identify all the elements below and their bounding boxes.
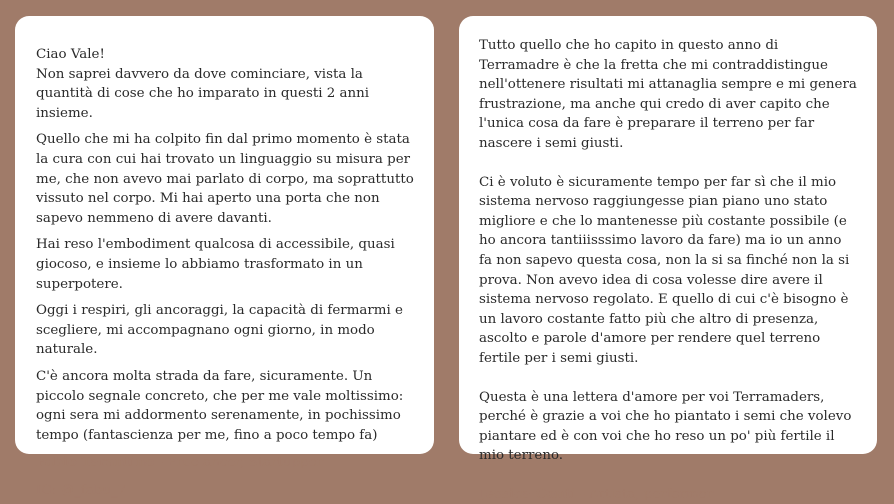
testimonial-paragraph: Quello che mi ha colpito fin dal primo momento è stata la cura con cui hai trovato un linguaggio su misura per me, che non avevo mai parlato di corpo, ma soprattutto vissuto nel corpo. Mi hai aperto una porta che non sapevo nemmeno di avere davanti.	[36, 132, 414, 226]
author-role: - Freelancer, Startupper	[154, 455, 324, 471]
testimonial-paragraph: C'è ancora molta strada da fare, sicuramente. Un piccolo segnale concreto, che per me vale moltissimo: ogni sera mi addormento serenamente, in pochissimo tempo (fantascienza per me, fino a poco tempo fa)	[36, 368, 404, 443]
testimonial-author	[36, 453, 414, 473]
author-name: Jessica Conti	[479, 485, 577, 502]
testimonial-author	[479, 485, 857, 504]
testimonial-paragraph: Ci è voluto è sicuramente tempo per far sì che il mio sistema nervoso raggiungesse pian piano uno stato migliore e che lo mantenesse più costante possibile (e ho ancora tantiiisssimo lavoro da fare) ma io un anno fa non sapevo questa cosa, non la si sa finché non la si prova. Non avevo idea di cosa volesse dire avere il sistema nervoso regolato. E quello di cui c'è bisogno è un lavoro costante fatto più che altro di presenza, ascolto e parole d'amore per rendere quel terreno fertile per i semi giusti.	[479, 174, 850, 366]
testimonial-paragraph: Tutto quello che ho capito in questo anno di Terramadre è che la fretta che mi contraddistingue nell'ottenere risultati mi attanaglia sempre e mi genera frustrazione, ma anche qui credo di aver capito che l'unica cosa da fare è preparare il terreno per far nascere i semi giusti.	[479, 38, 857, 151]
author-social-handle: IG: @_fabu_7	[36, 482, 127, 498]
testimonial-paragraph: Hai reso l'embodiment qualcosa di accessibile, quasi giocoso, e insieme lo abbiamo trasformato in un superpotere.	[36, 237, 395, 292]
testimonial-paragraph: Questa è una lettera d'amore per voi Terramaders, perché è grazie a voi che ho piantato i semi che volevo piantare ed è con voi che ho reso un po' più fertile il mio terreno.	[479, 389, 852, 464]
testimonial-card-jessica	[459, 16, 877, 502]
testimonial-greeting: Ciao Vale!	[36, 47, 105, 62]
author-role: - Artista, performer	[576, 486, 713, 502]
testimonial-paragraph: Non saprei davvero da dove cominciare, vista la quantità di cose che ho imparato in questi 2 anni insieme.	[36, 66, 370, 121]
testimonial-paragraph: Oggi i respiri, gli ancoraggi, la capacità di fermarmi e scegliere, mi accompagnano ogni giorno, in modo naturale.	[36, 303, 403, 358]
author-name: Fabio Tarantino	[36, 454, 155, 471]
testimonial-card-fabio	[15, 16, 434, 498]
